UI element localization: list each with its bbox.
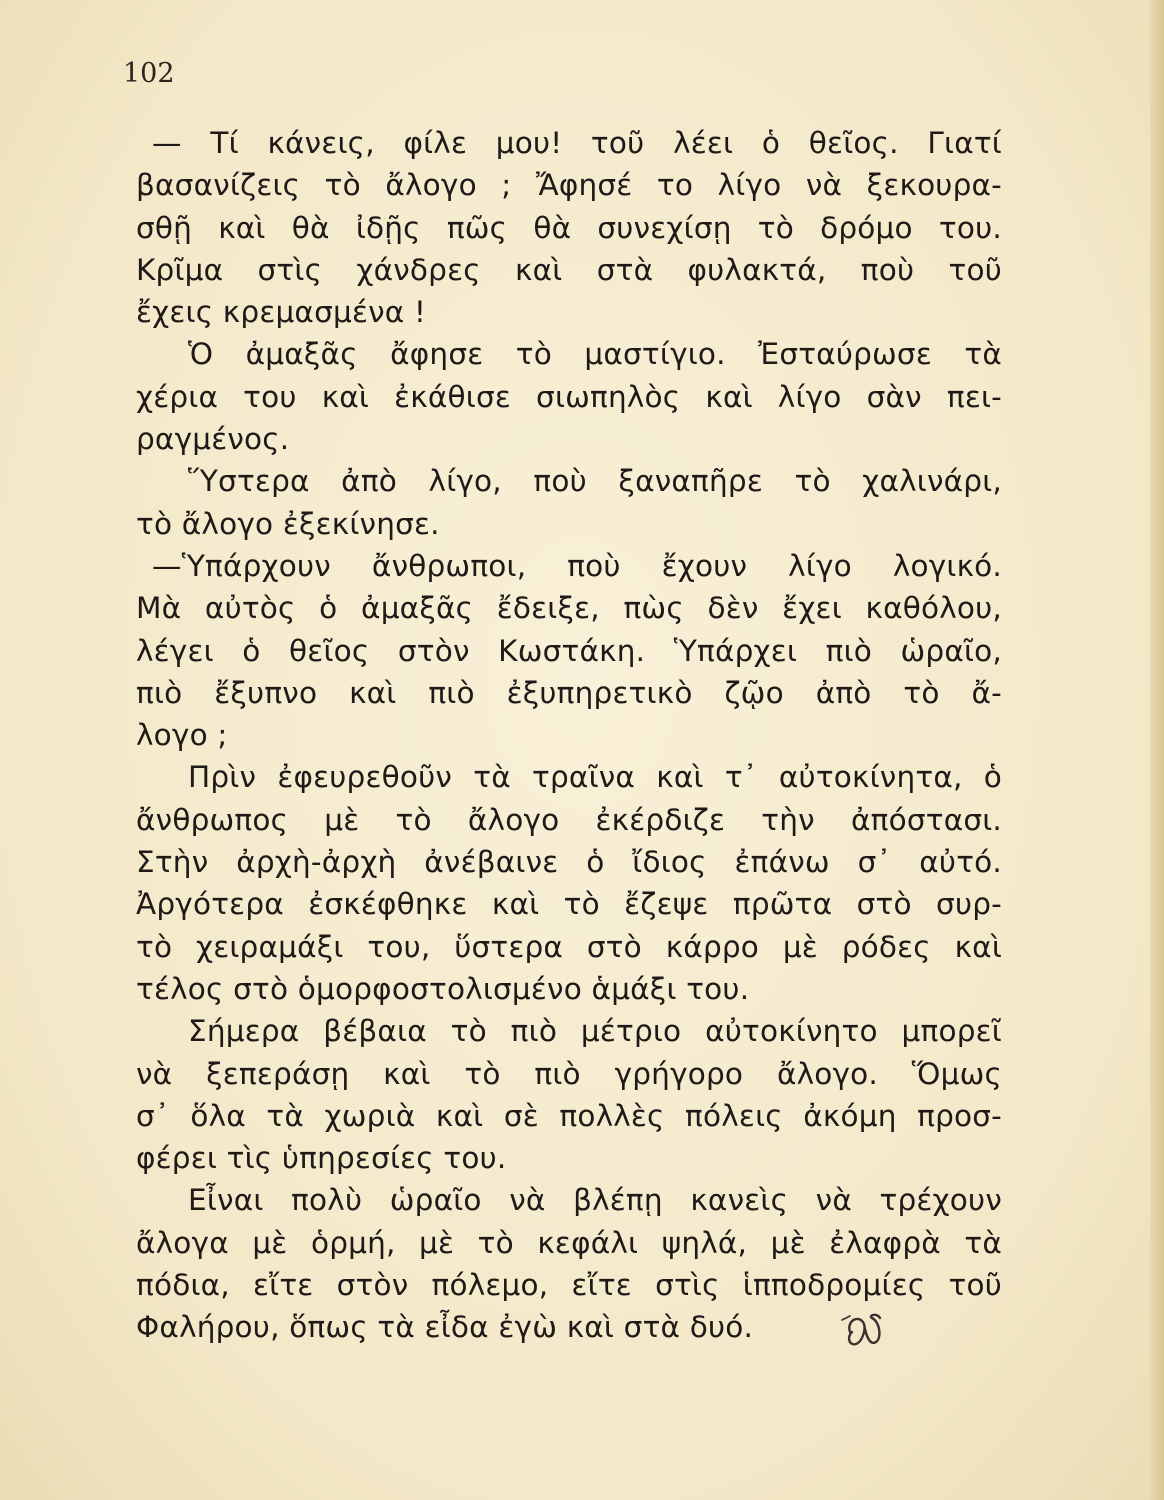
text-line: λέγει ὁ θεῖος στὸν Κωστάκη. Ὑπάρχει πιὸ ὡραῖο, [136,633,1002,668]
page-edge [1150,0,1164,1500]
text-line: Πρὶν ἐφευρεθοῦν τὰ τραῖνα καὶ τ᾿ αὐτοκίνητα, ὁ [188,760,1002,795]
body-text [136,122,1002,1349]
text-line: ἄλογα μὲ ὁρμή, μὲ τὸ κεφάλι ψηλά, μὲ ἐλαφρὰ τὰ [136,1225,1002,1260]
text-line: τὸ ἄλογο ἐξεκίνησε. [136,506,440,541]
text-line: — Τί κάνεις, φίλε μου! τοῦ λέει ὁ θεῖος. Γιατί [152,126,1002,160]
text-line: τέλος στὸ ὁμορφοστολισμένο ἁμάξι του. [136,971,750,1006]
text-line: Ἀργότερα ἐσκέφθηκε καὶ τὸ ἔζεψε πρῶτα στὸ συρ- [136,887,1002,922]
text-line: —Ὑπάρχουν ἄνθρωποι, ποὺ ἔχουν λίγο λογικό. [152,548,1002,583]
text-line: τὸ χειραμάξι του, ὕστερα στὸ κάρρο μὲ ρόδες καὶ [136,929,1002,964]
text-line: Κρῖμα στὶς χάνδρες καὶ στὰ φυλακτά, ποὺ τοῦ [136,252,1002,287]
text-line: Στὴν ἀρχὴ-ἀρχὴ ἀνέβαινε ὁ ἴδιος ἐπάνω σ᾿ αὐτό. [136,845,1002,880]
text-line: ἔχεις κρεμασμένα ! [136,295,427,330]
text-line: πόδια, εἴτε στὸν πόλεμο, εἴτε στὶς ἱπποδρομίες τοῦ [136,1268,1002,1303]
text-line: βασανίζεις τὸ ἄλογο ; Ἄφησέ το λίγο νὰ ξεκουρα- [136,168,1002,203]
text-line: σ᾿ ὅλα τὰ χωριὰ καὶ σὲ πολλὲς πόλεις ἀκόμη προσ- [136,1098,1002,1133]
text-line: Φαλήρου, ὅπως τὰ εἶδα ἐγὼ καὶ στὰ δυό. [136,1310,754,1345]
text-line: σθῇ καὶ θὰ ἰδῇς πῶς θὰ συνεχίσῃ τὸ δρόμο του. [136,210,1002,245]
text-line: ραγμένος. [136,422,290,457]
text-line: Σήμερα βέβαια τὸ πιὸ μέτριο αὐτοκίνητο μπορεῖ [188,1014,1002,1049]
text-line: Ὕστερα ἀπὸ λίγο, ποὺ ξαναπῆρε τὸ χαλινάρι, [188,464,1002,499]
page-number: 102 [123,58,175,89]
text-line: χέρια του καὶ ἐκάθισε σιωπηλὸς καὶ λίγο σὰν πει- [136,379,1002,414]
text-line: λογο ; [136,718,228,753]
text-line: ἄνθρωπος μὲ τὸ ἄλογο ἐκέρδιζε τὴν ἀπόστασι. [136,802,1002,837]
handwritten-mark-icon [836,1302,896,1362]
text-line: πιὸ ἔξυπνο καὶ πιὸ ἐξυπηρετικὸ ζῷο ἀπὸ τὸ ἄ- [136,675,1002,710]
text-line: Ὁ ἀμαξᾶς ἄφησε τὸ μαστίγιο. Ἐσταύρωσε τὰ [188,337,1002,372]
text-line: νὰ ξεπεράσῃ καὶ τὸ πιὸ γρήγορο ἄλογο. Ὅμως [136,1056,1002,1091]
text-line: φέρει τὶς ὑπηρεσίες του. [136,1141,507,1176]
text-line: Εἶναι πολὺ ὡραῖο νὰ βλέπῃ κανεὶς νὰ τρέχουν [188,1183,1002,1218]
text-line: Μὰ αὐτὸς ὁ ἀμαξᾶς ἔδειξε, πὼς δὲν ἔχει καθόλου, [136,591,1002,626]
